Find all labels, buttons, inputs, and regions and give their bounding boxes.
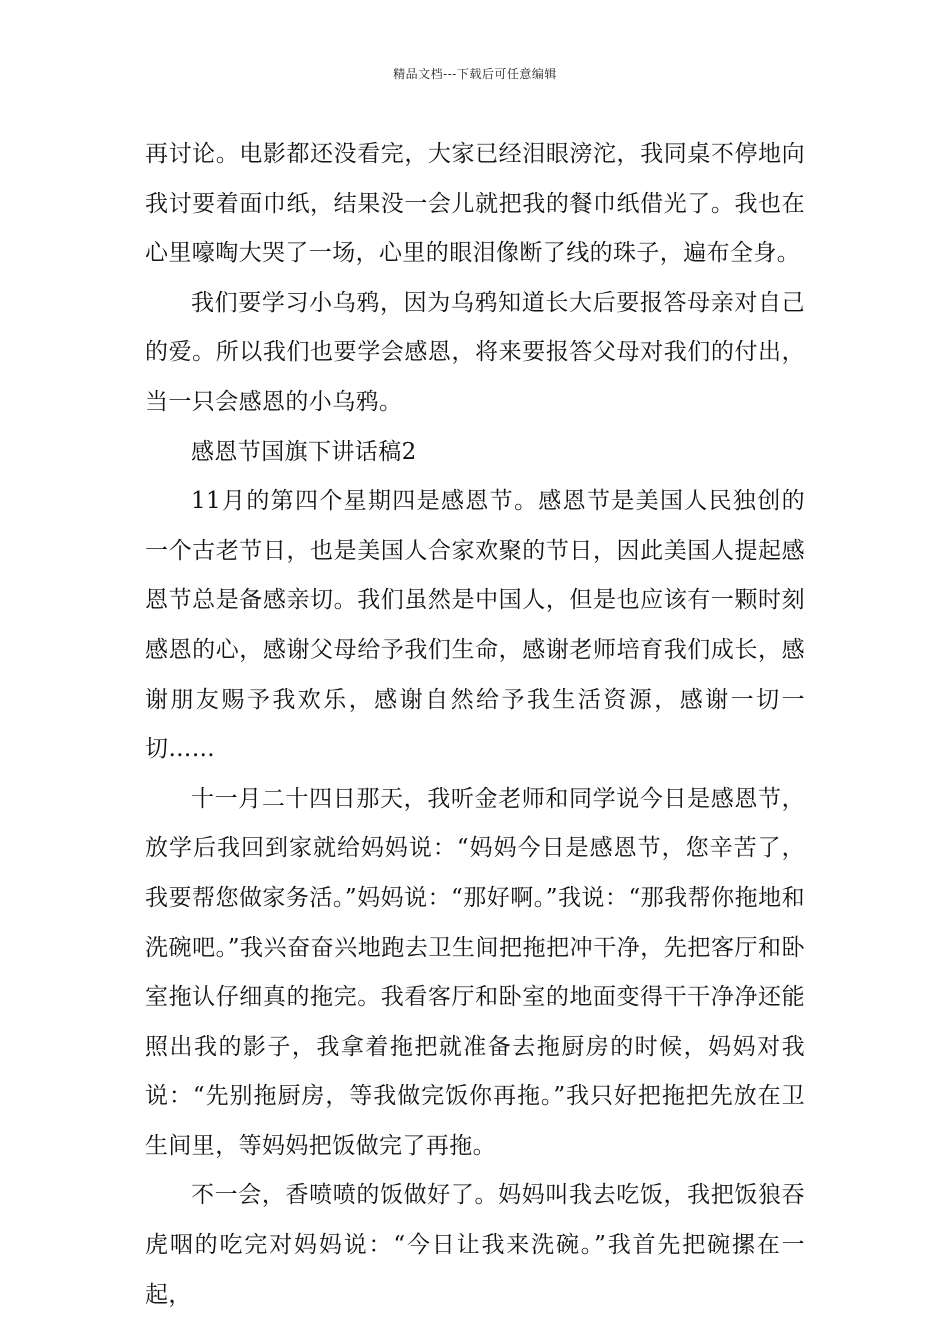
section-heading: 感恩节国旗下讲话稿2 bbox=[191, 438, 417, 465]
paragraph-thanksgiving-intro: 11月的第四个星期四是感恩节。感恩节是美国人民独创的一个古老节日，也是美国人合家欢聚的节日，因此美国人提起感恩节总是备感亲切。我们虽然是中国人，但是也应该有一颗时刻感恩的心，感谢父母给予我们生命，感谢老师培育我们成长，感谢朋友赐予我欢乐，感谢自然给予我生活资源，感谢一切一切…… bbox=[145, 488, 805, 763]
paragraph-crow: 我们要学习小乌鸦，因为乌鸦知道长大后要报答母亲对自己的爱。所以我们也要学会感恩，将来要报答父母对我们的付出，当一只会感恩的小乌鸦。 bbox=[145, 289, 805, 415]
paragraph-housework: 十一月二十四日那天，我听金老师和同学说今日是感恩节，放学后我回到家就给妈妈说：“妈妈今日是感恩节，您辛苦了，我要帮您做家务活。”妈妈说：“那好啊。”我说：“那我帮你拖地和洗碗吧。”我兴奋奋兴地跑去卫生间把拖把冲干净，先把客厅和卧室拖认仔细真的拖完。我看客厅和卧室的地面变得干干净净还能照出我的影子，我拿着拖把就准备去拖厨房的时候，妈妈对我说：“先别拖厨房，等我做完饭你再拖。”我只好把拖把先放在卫生间里，等妈妈把饭做完了再拖。 bbox=[145, 785, 805, 1159]
document-body bbox=[145, 130, 805, 1320]
paragraph-dinner: 不一会，香喷喷的饭做好了。妈妈叫我去吃饭，我把饭狼吞虎咽的吃完对妈妈说：“今日让我来洗碗。”我首先把碗摞在一起， bbox=[145, 1182, 805, 1308]
page-header: 精品文档---下载后可任意编辑 bbox=[393, 67, 557, 81]
paragraph-continuation: 再讨论。电影都还没看完，大家已经泪眼滂沱，我同桌不停地向我讨要着面巾纸，结果没一会儿就把我的餐巾纸借光了。我也在心里嚎啕大哭了一场，心里的眼泪像断了线的珠子，遍布全身。 bbox=[145, 141, 805, 267]
